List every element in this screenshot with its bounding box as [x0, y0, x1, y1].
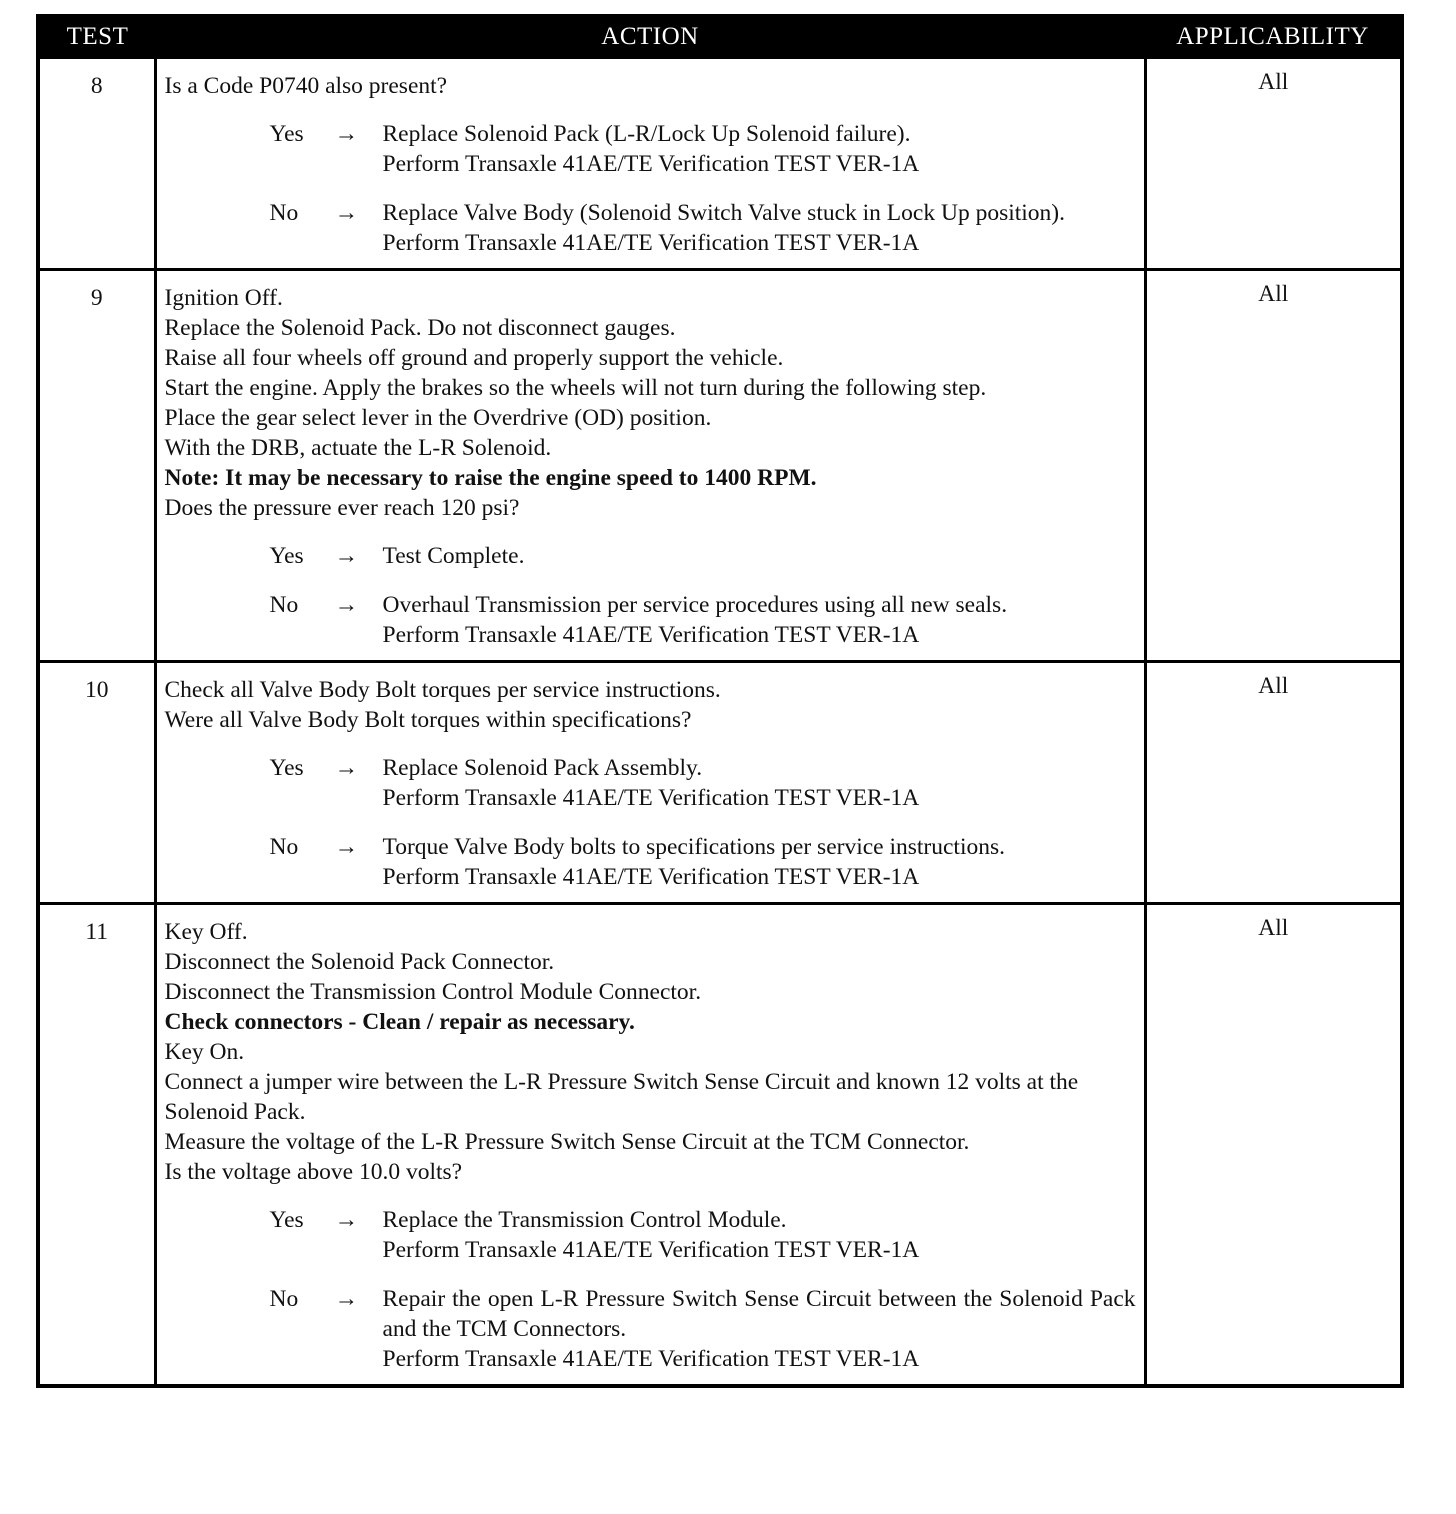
- diagnostic-test-table: [36, 14, 1404, 1388]
- instruction-line: Perform Transaxle 41AE/TE Verification TEST VER-1A: [382, 785, 920, 811]
- action-step: Disconnect the Transmission Control Module Connector.: [164, 979, 702, 1005]
- right-arrow-icon: →: [334, 1286, 358, 1312]
- option-label: No: [269, 1286, 299, 1312]
- option-instructions: [383, 1205, 1136, 1265]
- header-applicability: APPLICABILITY: [1145, 16, 1402, 58]
- result-options: [165, 753, 1136, 892]
- applicability-value: All: [1145, 58, 1402, 270]
- action-step: Key On.: [164, 1039, 245, 1065]
- option-instructions: [383, 753, 1136, 813]
- table-row: [38, 904, 1402, 1387]
- right-arrow-icon: →: [334, 200, 358, 226]
- option-label: No: [269, 834, 299, 860]
- right-arrow-icon: →: [334, 592, 358, 618]
- instruction-line: Perform Transaxle 41AE/TE Verification TEST VER-1A: [382, 864, 920, 890]
- action-step: Is the voltage above 10.0 volts?: [164, 1159, 463, 1185]
- instruction-line: Replace the Transmission Control Module.: [382, 1207, 787, 1233]
- test-number: 11: [38, 904, 155, 1387]
- action-step: Connect a jumper wire between the L-R Pressure Switch Sense Circuit and known 12 volts at the Solenoid Pack.: [164, 1069, 1079, 1125]
- result-options: [165, 119, 1136, 258]
- table-row: [38, 662, 1402, 904]
- action-note: Check connectors - Clean / repair as necessary.: [164, 1009, 635, 1035]
- header-test: TEST: [38, 16, 155, 58]
- test-number: 9: [38, 270, 155, 662]
- table-row: [38, 270, 1402, 662]
- option-instructions: [383, 832, 1136, 892]
- option-label: No: [269, 200, 299, 226]
- result-options: [165, 541, 1136, 650]
- option-label: No: [269, 592, 299, 618]
- action-step: Key Off.: [164, 919, 248, 945]
- instruction-line: Perform Transaxle 41AE/TE Verification TEST VER-1A: [382, 622, 920, 648]
- result-options: [165, 1205, 1136, 1374]
- option-instructions: [383, 541, 1136, 571]
- action-step: Ignition Off.: [164, 285, 283, 311]
- action-cell: [155, 58, 1145, 270]
- table-row: [38, 58, 1402, 270]
- instruction-line: Perform Transaxle 41AE/TE Verification TEST VER-1A: [382, 1237, 920, 1263]
- option-label: Yes: [269, 1207, 304, 1233]
- right-arrow-icon: →: [334, 121, 358, 147]
- instruction-line: Replace Valve Body (Solenoid Switch Valve stuck in Lock Up position).: [382, 200, 1065, 226]
- right-arrow-icon: →: [334, 543, 358, 569]
- result-option-no: [165, 198, 1136, 258]
- right-arrow-icon: →: [334, 834, 358, 860]
- result-option-yes: [165, 753, 1136, 813]
- result-option-yes: [165, 119, 1136, 179]
- header-action: ACTION: [155, 16, 1145, 58]
- action-step: Raise all four wheels off ground and properly support the vehicle.: [164, 345, 784, 371]
- result-option-no: [165, 590, 1136, 650]
- instruction-line: Perform Transaxle 41AE/TE Verification TEST VER-1A: [382, 151, 920, 177]
- action-cell: [155, 904, 1145, 1387]
- action-note: Note: It may be necessary to raise the engine speed to 1400 RPM.: [164, 465, 817, 491]
- test-number: 10: [38, 662, 155, 904]
- action-step: Disconnect the Solenoid Pack Connector.: [164, 949, 555, 975]
- option-label: Yes: [269, 121, 304, 147]
- action-step: Start the engine. Apply the brakes so the wheels will not turn during the following step.: [164, 375, 987, 401]
- instruction-line: Perform Transaxle 41AE/TE Verification TEST VER-1A: [382, 1346, 920, 1372]
- action-step: Is a Code P0740 also present?: [164, 73, 448, 99]
- option-instructions: [383, 198, 1136, 258]
- result-option-no: [165, 832, 1136, 892]
- table-body: [38, 58, 1402, 1387]
- action-step: Check all Valve Body Bolt torques per service instructions.: [164, 677, 721, 703]
- instruction-line: Replace Solenoid Pack Assembly.: [382, 755, 703, 781]
- action-step: Replace the Solenoid Pack. Do not disconnect gauges.: [164, 315, 676, 341]
- option-label: Yes: [269, 543, 304, 569]
- action-step: Does the pressure ever reach 120 psi?: [164, 495, 520, 521]
- applicability-value: All: [1145, 270, 1402, 662]
- instruction-line: Perform Transaxle 41AE/TE Verification TEST VER-1A: [382, 230, 920, 256]
- instruction-line: Test Complete.: [382, 543, 525, 569]
- result-option-no: [165, 1284, 1136, 1374]
- action-cell: [155, 270, 1145, 662]
- action-step: Were all Valve Body Bolt torques within specifications?: [164, 707, 692, 733]
- applicability-value: All: [1145, 904, 1402, 1387]
- option-label: Yes: [269, 755, 304, 781]
- option-instructions: [383, 119, 1136, 179]
- action-step: With the DRB, actuate the L-R Solenoid.: [164, 435, 552, 461]
- instruction-line: Replace Solenoid Pack (L-R/Lock Up Solenoid failure).: [382, 121, 911, 147]
- test-number: 8: [38, 58, 155, 270]
- table-header-row: [38, 16, 1402, 58]
- action-cell: [155, 662, 1145, 904]
- option-instructions: [383, 590, 1136, 650]
- procedure-page: [36, 14, 1400, 1388]
- result-option-yes: [165, 1205, 1136, 1265]
- action-step: Measure the voltage of the L-R Pressure Switch Sense Circuit at the TCM Connector.: [164, 1129, 970, 1155]
- right-arrow-icon: →: [334, 1207, 358, 1233]
- right-arrow-icon: →: [334, 755, 358, 781]
- applicability-value: All: [1145, 662, 1402, 904]
- instruction-line: Repair the open L-R Pressure Switch Sense Circuit between the Solenoid Pack and the TCM Connectors.: [382, 1286, 1136, 1342]
- option-instructions: [383, 1284, 1136, 1374]
- instruction-line: Torque Valve Body bolts to specifications per service instructions.: [382, 834, 1005, 860]
- action-step: Place the gear select lever in the Overdrive (OD) position.: [164, 405, 712, 431]
- result-option-yes: [165, 541, 1136, 571]
- instruction-line: Overhaul Transmission per service procedures using all new seals.: [382, 592, 1008, 618]
